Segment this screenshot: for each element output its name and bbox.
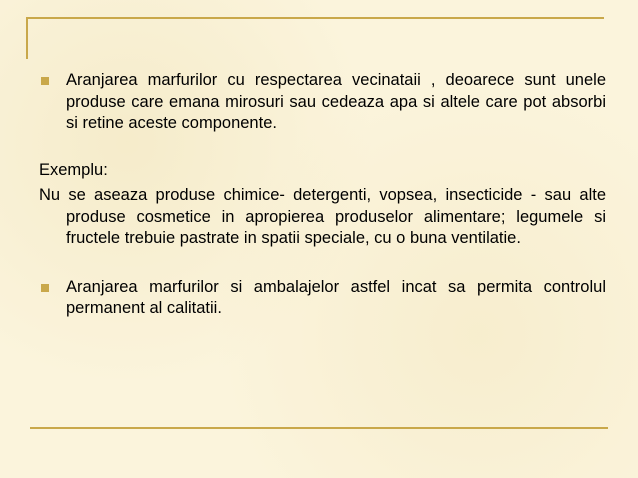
bullet-item-2 — [36, 277, 606, 320]
bottom-divider-line — [30, 427, 608, 429]
slide-content — [36, 70, 606, 320]
bullet-text-2: Aranjarea marfurilor si ambalajelor astfel incat sa permita controlul permanent al calitatii. — [66, 277, 606, 317]
top-divider-line — [26, 17, 604, 19]
bullet-text-1: Aranjarea marfurilor cu respectarea vecinataii , deoarece sunt unele produse care emana mirosuri sau cedeaza apa si altele care pot absorbi si retine aceste componente. — [66, 71, 606, 132]
example-text: Nu se aseaza produse chimice- detergenti, vopsea, insecticide - sau alte produse cosmetice in apropierea produselor alimentare; legumele si fructele trebuie pastrate in spatii speciale, cu o buna ventilatie. — [39, 186, 606, 247]
square-bullet-icon — [41, 77, 49, 85]
example-label: Exemplu: — [39, 160, 108, 179]
bullet-item-1 — [36, 70, 606, 135]
left-corner-line — [26, 17, 28, 59]
square-bullet-icon — [41, 284, 49, 292]
